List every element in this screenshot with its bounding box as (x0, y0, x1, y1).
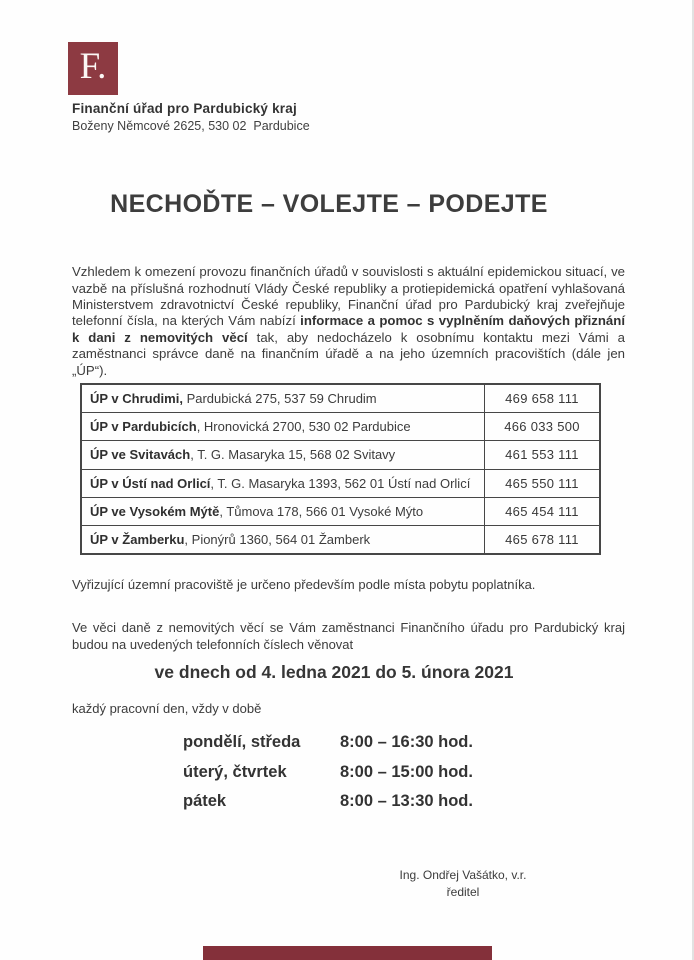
intro-text-start: Vzhledem k omezení provozu finančních úřadů v souvislosti s aktuální epidemickou situací, ve vazbě na příslušná rozhodnutí Vlády České republiky a protiepidemická opatření vyhlašovaná Ministerstvem zdravotnictví České republiky, Finanční úřad pro Pardubický kraj zveřejňuje telefonní čísla, na kterých Vám nabízí (72, 264, 625, 329)
logo-letter: F. (79, 46, 107, 87)
intro-text-bold: informace a pomoc s vyplněním daňových přiznání k dani z nemovitých věcí (72, 313, 625, 345)
bottom-red-bar (203, 946, 492, 960)
page-title: NECHOĎTE – VOLEJTE – PODEJTE (110, 190, 548, 218)
intro-text-end: tak, aby nedocházelo k osobnímu kontaktu mezi Vámi a zaměstnanci správce daně na finančním úřadě a na jeho územních pracovištích (dále jen „ÚP“). (72, 329, 625, 378)
org-name: Finanční úřad pro Pardubický kraj (72, 101, 297, 116)
office-name: ÚP v Žamberku (90, 532, 185, 548)
office-address: , Pionýrů 1360, 564 01 Žamberk (184, 532, 371, 548)
schedule-days: pátek (183, 792, 227, 811)
office-address: , Tůmova 178, 566 01 Vysoké Mýto (219, 503, 424, 519)
office-name: ÚP ve Svitavách (90, 447, 191, 463)
offices-table (80, 383, 601, 555)
office-phone: 466 033 500 (484, 413, 599, 440)
schedule-intro: každý pracovní den, vždy v době (72, 701, 262, 716)
office-address: , T. G. Masaryka 15, 568 02 Svitavy (190, 447, 396, 463)
schedule-hours: 8:00 – 13:30 hod. (340, 792, 473, 811)
office-phone: 465 454 111 (484, 498, 599, 525)
office-cell (82, 413, 484, 440)
office-cell (82, 498, 484, 525)
service-note: Ve věci daně z nemovitých věcí se Vám zaměstnanci Finančního úřadu pro Pardubický kraj budou na uvedených telefonních číslech věnovat (72, 620, 625, 652)
schedule-hours: 8:00 – 15:00 hod. (340, 762, 473, 781)
signer-role: ředitel (446, 885, 480, 899)
office-cell (82, 441, 484, 468)
table-row (82, 470, 599, 498)
letterhead (72, 101, 310, 133)
office-cell (82, 526, 484, 553)
schedule-row (183, 728, 473, 758)
intro-paragraph (72, 264, 625, 379)
org-address: Boženy Němcové 2625, 530 02 Pardubice (72, 119, 310, 133)
signer-name: Ing. Ondřej Vašátko, v.r. (399, 868, 527, 882)
office-name: ÚP v Pardubicích (90, 419, 197, 435)
office-address: , Hronovická 2700, 530 02 Pardubice (196, 419, 411, 435)
office-name: ÚP v Chrudimi, (90, 391, 183, 407)
table-row (82, 498, 599, 526)
schedule-row (183, 787, 473, 817)
office-cell (82, 470, 484, 497)
opening-hours (183, 728, 473, 817)
office-phone: 461 553 111 (484, 441, 599, 468)
schedule-hours: 8:00 – 16:30 hod. (340, 733, 473, 752)
office-phone: 465 550 111 (484, 470, 599, 497)
office-name: ÚP ve Vysokém Mýtě (90, 503, 220, 519)
office-phone: 465 678 111 (484, 526, 599, 553)
schedule-days: pondělí, středa (183, 733, 301, 752)
table-row (82, 413, 599, 441)
office-phone: 469 658 111 (484, 385, 599, 412)
table-row (82, 385, 599, 413)
office-cell (82, 385, 484, 412)
table-row (82, 441, 599, 469)
date-range: ve dnech od 4. ledna 2021 do 5. února 2021 (154, 662, 514, 682)
schedule-days: úterý, čtvrtek (183, 762, 287, 781)
schedule-row (183, 758, 473, 788)
office-address: Pardubická 275, 537 59 Chrudim (182, 391, 377, 407)
office-address: , T. G. Masaryka 1393, 562 01 Ústí nad Orlicí (210, 475, 471, 491)
territorial-note: Vyřizující územní pracoviště je určeno především podle místa pobytu poplatníka. (72, 577, 536, 592)
financial-office-logo (68, 42, 118, 95)
office-name: ÚP v Ústí nad Orlicí (90, 475, 211, 491)
table-row (82, 526, 599, 553)
signature-block (363, 868, 563, 899)
